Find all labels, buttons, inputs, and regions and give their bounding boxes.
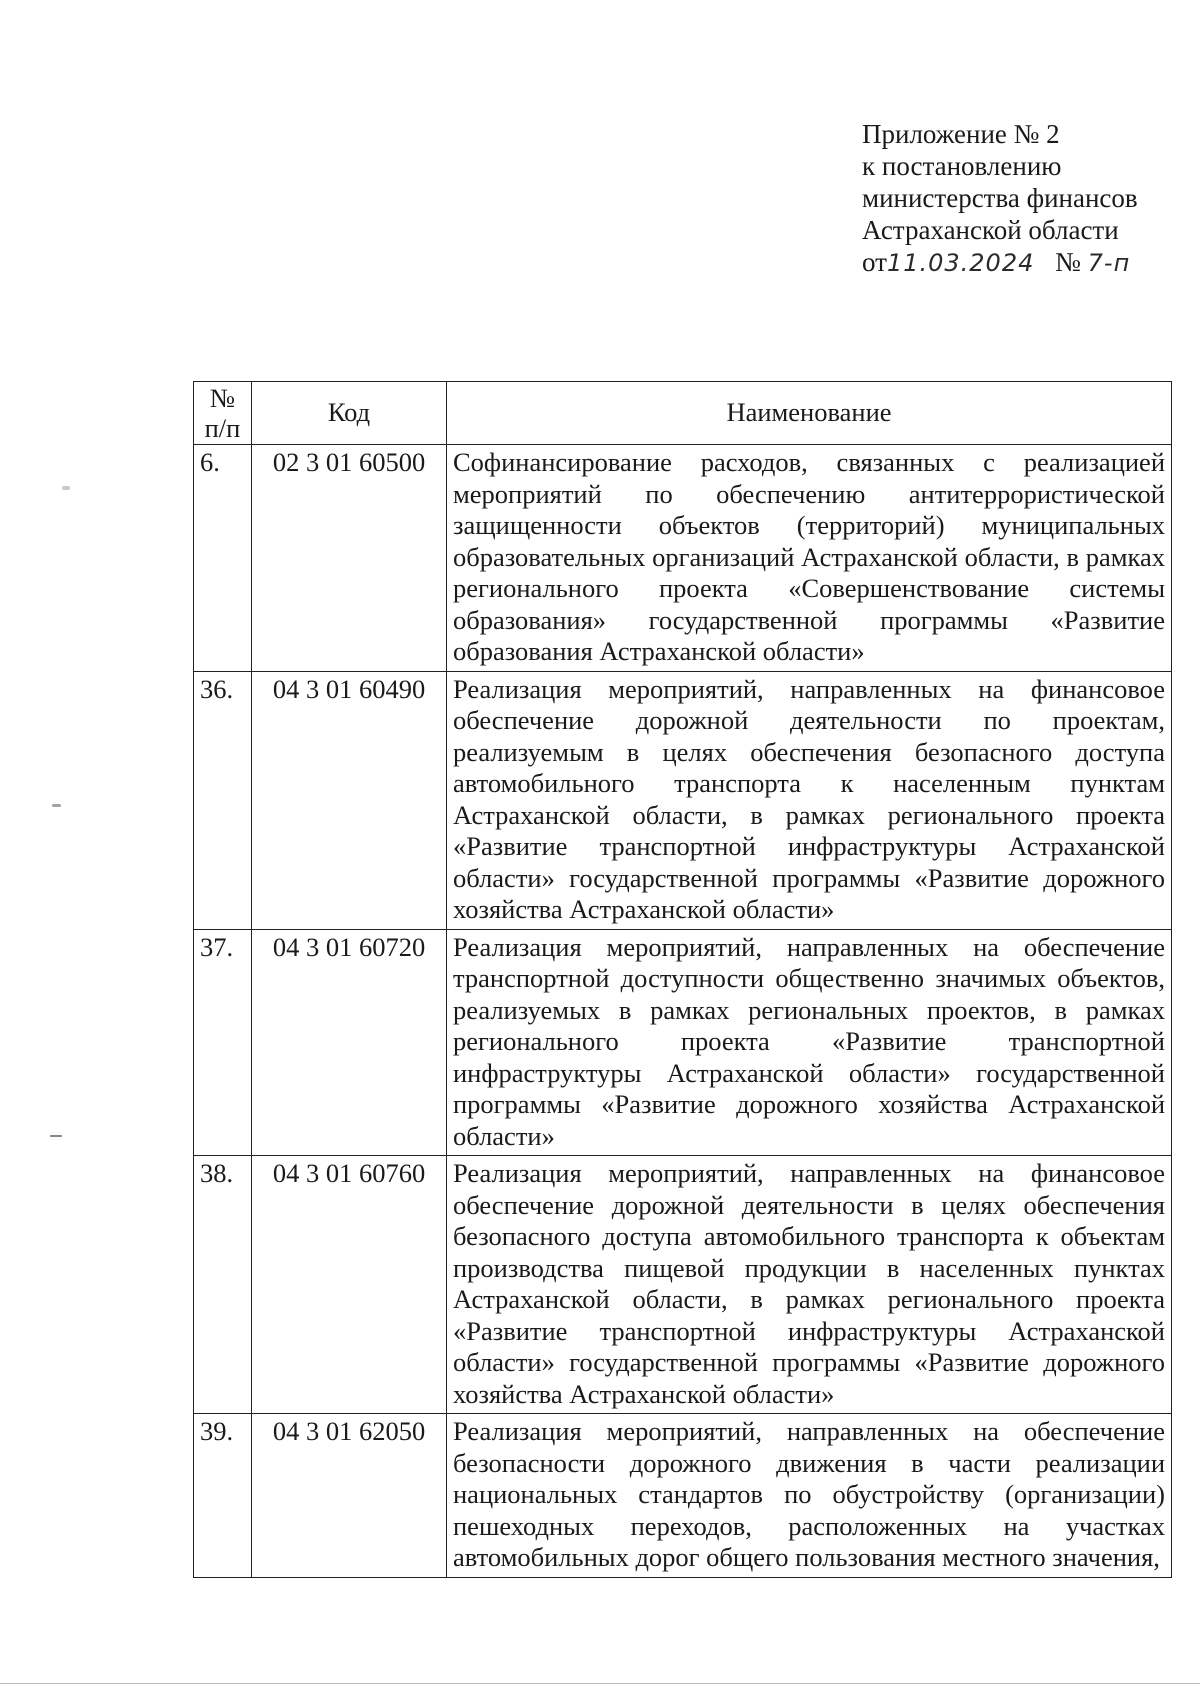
table-row: [194, 929, 1172, 1156]
row-name: Реализация мероприятий, направленных на обеспечение безопасности дорожного движения в части реализации национальных стандартов по обустройству (организации) пешеходных переходов, расположенных на участках автомобильных дорог общего пользования местного значения,: [447, 1414, 1172, 1578]
table-row: [194, 445, 1172, 672]
header-num-line-1: №: [209, 383, 236, 413]
header-code: Код: [252, 382, 447, 445]
row-code: 04 3 01 60720: [252, 929, 447, 1156]
row-name: Реализация мероприятий, направленных на финансовое обеспечение дорожной деятельности в целях обеспечения безопасного доступа автомобильного транспорта к объектам производства пищевой продукции в населенных пунктах Астраханской области, в рамках регионального проекта «Развитие транспортной инфраструктуры Астраханской области» государственной программы «Развитие дорожного хозяйства Астраханской области»: [447, 1156, 1172, 1414]
row-code: 04 3 01 60490: [252, 671, 447, 929]
table-row: [194, 671, 1172, 929]
scan-speck: [52, 804, 61, 807]
table-header-row: [194, 382, 1172, 445]
appendix-date-line: [862, 246, 1138, 279]
row-number: 38.: [194, 1156, 252, 1414]
number-prefix: №: [1055, 247, 1081, 277]
header-name: Наименование: [447, 382, 1172, 445]
handwritten-date: 11.03.2024: [886, 249, 1035, 277]
row-name: Софинансирование расходов, связанных с реализацией мероприятий по обеспечению антитеррористической защищенности объектов (территорий) муниципальных образовательных организаций Астраханской области, в рамках регионального проекта «Совершенствование системы образования» государственной программы «Развитие образования Астраханской области»: [447, 445, 1172, 672]
scan-bottom-edge: [0, 1683, 1200, 1684]
appendix-subtitle-line-3: Астраханской области: [862, 215, 1119, 245]
scan-speck: [62, 486, 70, 490]
header-num: [194, 382, 252, 445]
row-code: 04 3 01 62050: [252, 1414, 447, 1578]
handwritten-number: 7-п: [1087, 249, 1131, 277]
row-number: 37.: [194, 929, 252, 1156]
row-code: 04 3 01 60760: [252, 1156, 447, 1414]
header-num-line-2: п/п: [204, 413, 241, 443]
row-number: 6.: [194, 445, 252, 672]
appendix-subtitle-line-2: министерства финансов: [862, 183, 1138, 213]
scan-speck: [50, 1135, 62, 1137]
row-name: Реализация мероприятий, направленных на финансовое обеспечение дорожной деятельности по проектам, реализуемым в целях обеспечения безопасного доступа автомобильного транспорта к населенным пунктам Астраханской области, в рамках регионального проекта «Развитие транспортной инфраструктуры Астраханской области» государственной программы «Развитие дорожного хозяйства Астраханской области»: [447, 671, 1172, 929]
appendix-title: Приложение № 2: [862, 119, 1060, 149]
row-code: 02 3 01 60500: [252, 445, 447, 672]
table-row: [194, 1414, 1172, 1578]
row-number: 36.: [194, 671, 252, 929]
row-name: Реализация мероприятий, направленных на обеспечение транспортной доступности общественно значимых объектов, реализуемых в рамках региональных проектов, в рамках регионального проекта «Развитие транспортной инфраструктуры Астраханской области» государственной программы «Развитие дорожного хозяйства Астраханской области»: [447, 929, 1172, 1156]
appendix-subtitle-line-1: к постановлению: [862, 151, 1062, 181]
codes-table: [193, 381, 1172, 1578]
row-number: 39.: [194, 1414, 252, 1578]
table-row: [194, 1156, 1172, 1414]
date-prefix: от: [862, 247, 887, 277]
appendix-header: [862, 118, 1138, 279]
